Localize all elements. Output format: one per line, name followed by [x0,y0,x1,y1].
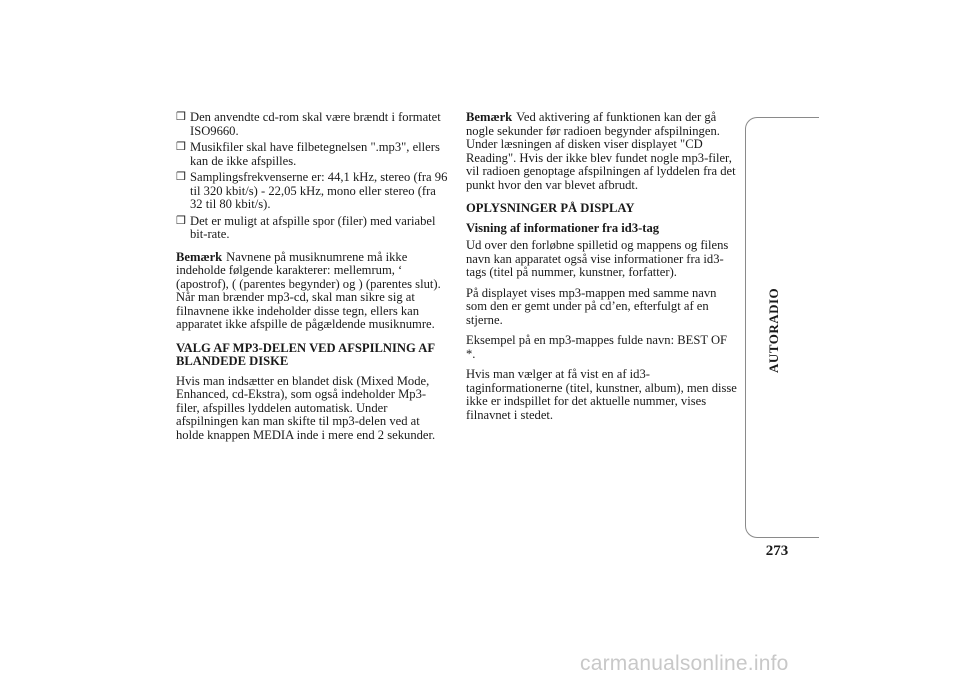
bullet-text: Samplingsfrekvenserne er: 44,1 kHz, stereo (fra 96 til 320 kbit/s) - 22,05 kHz, mono eller stereo (fra 32 til 80 kbit/s). [190,170,448,211]
note-paragraph [466,111,738,192]
bullet-box-icon: ❒ [176,214,186,227]
bullet-text: Den anvendte cd-rom skal være brændt i formatet ISO9660. [190,110,441,138]
section-subheading: Visning af informationer fra id3-tag [466,220,660,235]
note-text: Ved aktivering af funktionen kan der gå nogle sekunder før radioen begynder afspilningen. Under læsningen af disken viser displayet "CD Reading". Hvis der ikke blev fundet nogle mp3-filer, vil radioen genoptage afspilningen af lyddelen fra det punkt hvor den var blevet afbrudt. [466,110,736,192]
bullet-text: Det er muligt at afspille spor (filer) med variabel bit-rate. [190,213,436,241]
bullet-box-icon: ❒ [176,171,186,183]
bullet-item [176,141,448,168]
bullet-box-icon: ❒ [176,111,186,123]
bullet-item [176,171,448,212]
note-label: Bemærk [466,110,513,124]
section-heading: OPLYSNINGER PÅ DISPLAY [466,201,635,215]
bullet-text: Musikfiler skal have filbetegnelsen ".mp3", ellers kan de ikke afspilles. [190,140,440,168]
body-paragraph: Hvis man indsætter en blandet disk (Mixed Mode, Enhanced, cd-Ekstra), som også indeholder Mp3-filer, afspilles lyddelen automatisk. Under afspilningen kan man skifte til mp3-delen ved at holde knappen MEDIA inde i mere end 2 sekunder. [176,373,436,442]
watermark: carmanualsonline.info [580,652,789,675]
section-heading: VALG AF MP3-DELEN VED AFSPILNING AF BLANDEDE DISKE [176,340,435,368]
left-column [176,111,448,449]
body-paragraph: På displayet vises mp3-mappen med samme navn som den er gemt under på cd’en, efterfulgt af en stjerne. [466,285,717,327]
body-paragraph: Hvis man vælger at få vist en af id3-taginformationerne (titel, kunstner, album), men disse ikke er indspillet for det aktuelle nummer, vises filnavnet i stedet. [466,367,737,422]
right-column [466,111,738,429]
body-paragraph: Eksempel på en mp3-mappes fulde navn: BEST OF *. [466,333,728,361]
note-label: Bemærk [176,249,223,264]
section-tab-label: AUTORADIO [766,287,781,373]
bullet-item [176,111,448,138]
note-paragraph [176,251,448,332]
body-paragraph: Ud over den forløbne spilletid og mappens og filens navn kan apparatet også vise informationer fra id3-tags (titel på nummer, kunstner, forfatter). [466,238,729,279]
page-number: 273 [765,543,789,559]
bullet-item [176,215,448,242]
note-text: Navnene på musiknumrene må ikke indeholde følgende karakterer: mellemrum, ‘ (apostrof), ( (parentes begynder) og ) (parentes slut). Når man brænder mp3-cd, skal man sikre sig at filnavnene ikke indeholder disse tegn, ellers kan apparatet ikke afspille de pågældende musiknumre. [176,249,441,331]
bullet-box-icon: ❒ [176,141,186,153]
